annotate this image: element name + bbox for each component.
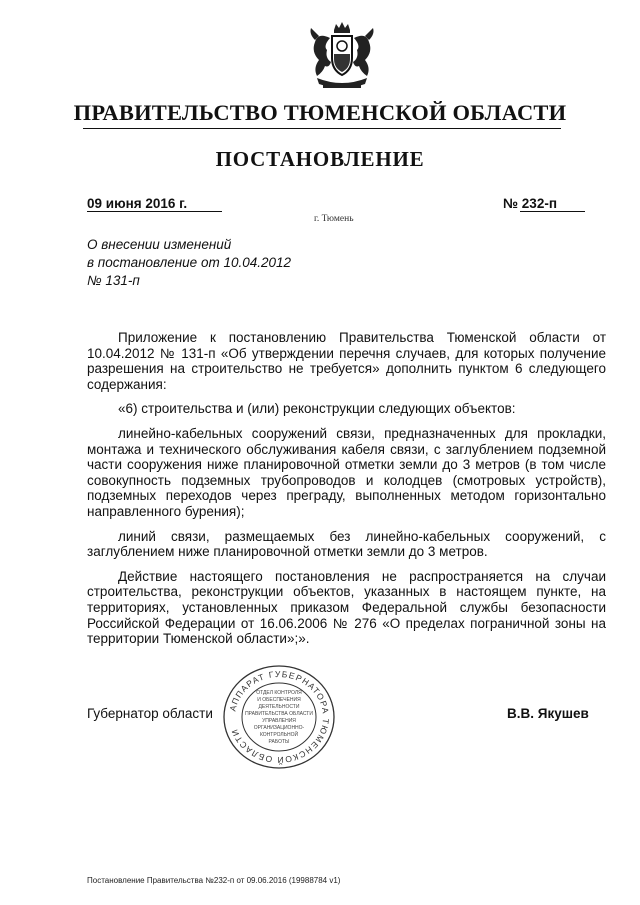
header-rule bbox=[83, 128, 561, 129]
svg-text:РАБОТЫ: РАБОТЫ bbox=[268, 739, 290, 745]
svg-text:УПРАВЛЕНИЯ: УПРАВЛЕНИЯ bbox=[262, 718, 296, 724]
organization-title: ПРАВИТЕЛЬСТВО ТЮМЕНСКОЙ ОБЛАСТИ bbox=[73, 100, 567, 125]
document-city: г. Тюмень bbox=[314, 214, 354, 224]
official-stamp bbox=[220, 662, 338, 772]
body-paragraph: Приложение к постановлению Правительства Тюменской области от 10.04.2012 № 131-п «Об утверждении перечня случаев, для которых получение разрешения на строительство не требуется» дополнить пунктом 6 следующего содержания: bbox=[87, 330, 606, 392]
document-subject bbox=[87, 236, 291, 290]
body-paragraph: линий связи, размещаемых без линейно-кабельных сооружений, с заглублением ниже планировочной отметки земли до 3 метров. bbox=[87, 528, 606, 560]
subject-line: № 131-п bbox=[87, 273, 140, 288]
svg-text:И ОБЕСПЕЧЕНИЯ: И ОБЕСПЕЧЕНИЯ bbox=[257, 697, 301, 703]
body-paragraph: Действие настоящего постановления не распространяется на случаи строительства, реконструкции объектов, указанных в настоящем пункте, на территориях, установленных приказом Федеральной службы безопасности Российской Федерации от 16.06.2006 № 276 «О пределах пограничной зоны на территории Тюменской области»;». bbox=[87, 568, 606, 647]
document-date: 09 июня 2016 г. bbox=[87, 196, 188, 211]
coat-of-arms-icon bbox=[303, 18, 381, 96]
body-paragraph: «6) строительства и (или) реконструкции следующих объектов: bbox=[118, 401, 516, 417]
svg-text:ОРГАНИЗАЦИОННО-: ОРГАНИЗАЦИОННО- bbox=[253, 725, 305, 731]
subject-line: О внесении изменений bbox=[87, 237, 232, 252]
body-paragraph: линейно-кабельных сооружений связи, предназначенных для прокладки, монтажа и технического обслуживания кабеля связи, с заглублением подземной части сооружения ниже планировочной отметки земли до 3 метров (в том числе совокупность подземных трубопроводов и колодцев (смотровых устройств), подземных переходов через преграду, выполненных методом горизонтально направленного бурения); bbox=[87, 425, 606, 519]
svg-text:АППАРАТ ГУБЕРНАТОРА ТЮМЕНСКОЙ: АППАРАТ ГУБЕРНАТОРА ТЮМЕНСКОЙ ОБЛАСТИ bbox=[227, 668, 332, 766]
document-body bbox=[87, 330, 606, 647]
signer-position: Губернатор области bbox=[87, 706, 213, 721]
document-type: ПОСТАНОВЛЕНИЕ bbox=[215, 147, 425, 171]
document-footer: Постановление Правительства №232-п от 09.06.2016 (19988784 v1) bbox=[87, 876, 341, 885]
number-underline bbox=[520, 211, 585, 212]
document-number: № 232-п bbox=[503, 196, 557, 211]
svg-text:КОНТРОЛЬНОЙ: КОНТРОЛЬНОЙ bbox=[259, 732, 299, 738]
date-underline bbox=[87, 211, 222, 212]
svg-text:ДЕЯТЕЛЬНОСТИ: ДЕЯТЕЛЬНОСТИ bbox=[258, 704, 300, 710]
signer-name: В.В. Якушев bbox=[507, 706, 589, 721]
svg-text:ОТДЕЛ КОНТРОЛЯ: ОТДЕЛ КОНТРОЛЯ bbox=[256, 690, 302, 696]
subject-line: в постановление от 10.04.2012 bbox=[87, 255, 292, 270]
svg-text:ПРАВИТЕЛЬСТВА ОБЛАСТИ: ПРАВИТЕЛЬСТВА ОБЛАСТИ bbox=[245, 711, 313, 717]
